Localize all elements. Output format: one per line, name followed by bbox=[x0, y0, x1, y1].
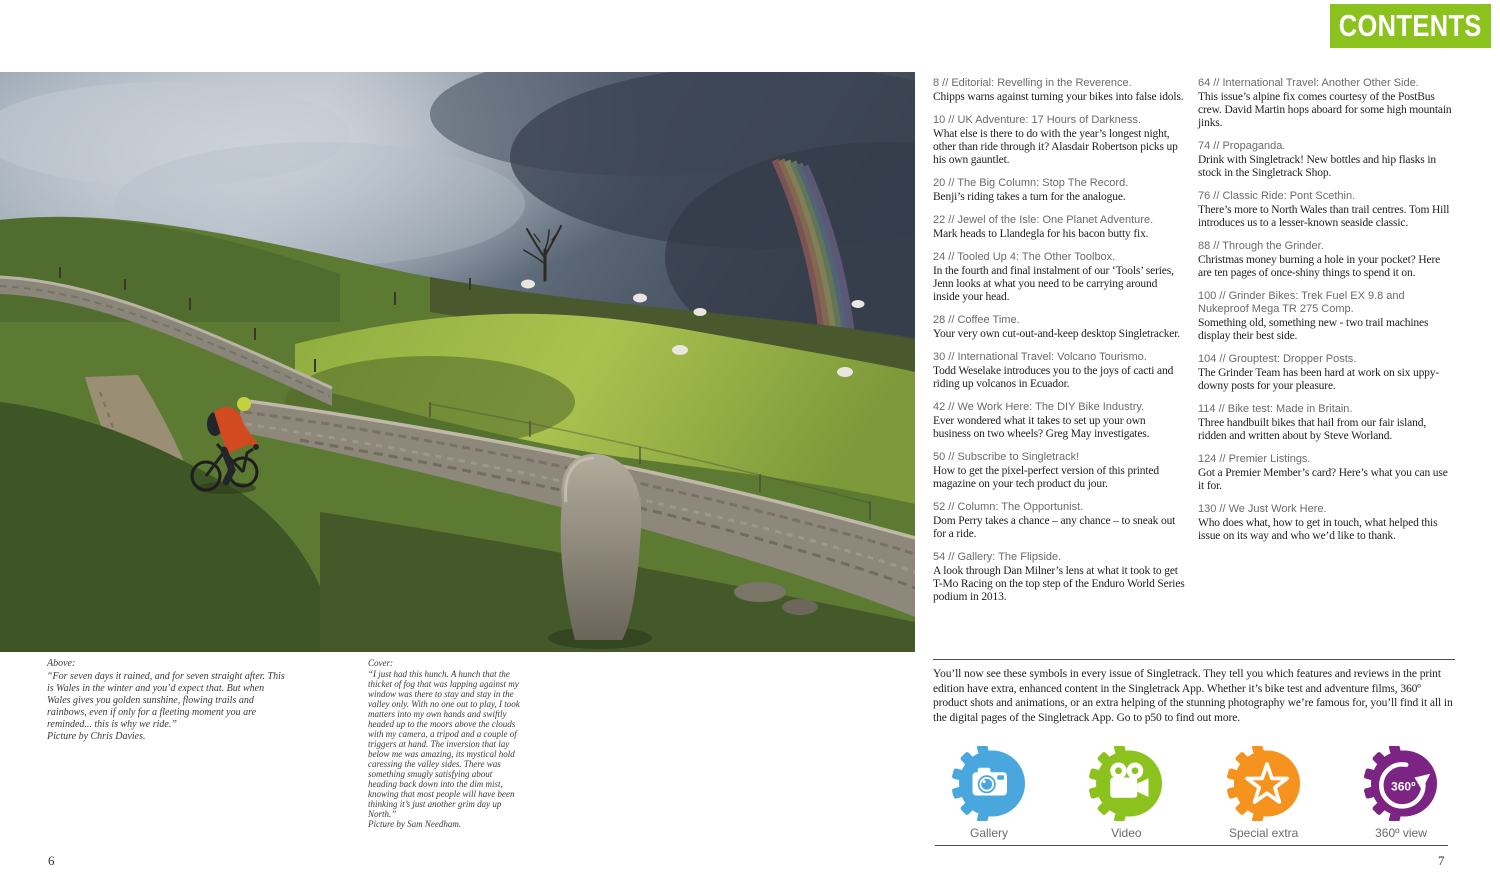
symbol-360-view bbox=[1345, 746, 1457, 840]
toc-entry-title: 100 // Grinder Bikes: Trek Fuel EX 9.8 and Nukeproof Mega TR 275 Comp. bbox=[1198, 290, 1405, 315]
caption-cover-text: “I just had this hunch. A hunch that the thicket of fog that was lapping against my window was there to stay and stay in the valley only. With no one out to play, I took matters into my own hands and swiftly headed up to the moors above the clouds with my camera, a tripod and a couple of triggers at hand. The inversion that lay below me was amazing, its mystical hold caressing the valley sides. There was something smugly satisfying about heading back down into the dim mist, knowing that most people will have been thinking it’s just another grim day up North.” bbox=[368, 669, 520, 819]
toc-entry-title: 50 // Subscribe to Singletrack! bbox=[933, 451, 1080, 463]
toc-entry-description: Drink with Singletrack! New bottles and hip flasks in stock in the Singletrack Shop. bbox=[1198, 154, 1436, 179]
symbol-label-360-view: 360º view bbox=[1375, 826, 1427, 840]
divider-bottom bbox=[935, 845, 1448, 846]
toc-entry-title: 22 // Jewel of the Isle: One Planet Adventure. bbox=[933, 214, 1154, 226]
toc-entry bbox=[1198, 140, 1456, 180]
symbol-label-video: Video bbox=[1111, 826, 1142, 840]
page-number-right: 7 bbox=[1438, 853, 1445, 868]
toc-entry-title: 54 // Gallery: The Flipside. bbox=[933, 551, 1062, 563]
standing-stone bbox=[561, 454, 642, 640]
video-icon bbox=[1087, 746, 1165, 821]
toc-entry bbox=[1198, 290, 1456, 343]
toc-entry bbox=[1198, 503, 1456, 543]
toc-entry-title: 20 // The Big Column: Stop The Record. bbox=[933, 177, 1129, 189]
toc-entry bbox=[1198, 353, 1456, 393]
caption-above bbox=[47, 658, 287, 743]
toc-entry-description: Todd Weselake introduces you to the joys of cacti and riding up volcanos in Ecuador. bbox=[933, 365, 1174, 390]
toc-entry bbox=[1198, 190, 1456, 230]
toc-entry-title: 104 // Grouptest: Dropper Posts. bbox=[1198, 353, 1357, 365]
caption-cover-credit: Picture by Sam Needham. bbox=[368, 819, 462, 829]
toc-entry-description: There’s more to North Wales than trail centres. Tom Hill introduces us to a lesser-known seaside classic. bbox=[1198, 204, 1450, 229]
caption-above-text: “For seven days it rained, and for seven straight after. This is Wales in the winter and you’d expect that. But when Wales gives you golden sunshine, flowing trails and rainbows, even if only for a fleeting moment you are reminded... this is why we ride.” bbox=[47, 671, 285, 730]
toc-entry-description: Benji’s riding takes a turn for the analogue. bbox=[933, 191, 1126, 203]
toc-right-column bbox=[1198, 77, 1456, 553]
caption-cover bbox=[368, 658, 520, 829]
divider-top bbox=[933, 659, 1455, 660]
symbol-label-gallery: Gallery bbox=[969, 826, 1008, 840]
toc-entry-title: 124 // Premier Listings. bbox=[1198, 453, 1311, 465]
toc-entry-title: 24 // Tooled Up 4: The Other Toolbox. bbox=[933, 251, 1116, 263]
toc-entry-title: 42 // We Work Here: The DIY Bike Industry. bbox=[933, 401, 1145, 413]
toc-entry-title: 52 // Column: The Opportunist. bbox=[933, 501, 1084, 513]
toc-entry-title: 30 // International Travel: Volcano Tourismo. bbox=[933, 351, 1147, 363]
toc-entry bbox=[933, 351, 1185, 391]
toc-entry-description: Chipps warns against turning your bikes into false idols. bbox=[933, 91, 1184, 103]
toc-entry bbox=[933, 314, 1185, 341]
caption-above-credit: Picture by Chris Davies. bbox=[47, 731, 146, 742]
page-number-left: 6 bbox=[48, 853, 55, 868]
toc-entry bbox=[933, 551, 1185, 604]
landscape-photo-illustration bbox=[0, 72, 915, 652]
toc-entry bbox=[933, 214, 1185, 241]
toc-entry bbox=[933, 401, 1185, 441]
toc-entry-title: 130 // We Just Work Here. bbox=[1198, 503, 1327, 515]
toc-entry bbox=[933, 251, 1185, 304]
toc-entry-description: Mark heads to Llandegla for his bacon butty fix. bbox=[933, 228, 1149, 240]
toc-entry-title: 28 // Coffee Time. bbox=[933, 314, 1020, 326]
toc-entry-description: How to get the pixel-perfect version of this printed magazine on your tech product du jour. bbox=[933, 465, 1159, 490]
toc-entry bbox=[1198, 453, 1456, 493]
contents-banner bbox=[1330, 4, 1491, 48]
symbol-special-extra bbox=[1208, 746, 1320, 840]
toc-entry bbox=[933, 451, 1185, 491]
caption-cover-label: Cover: bbox=[368, 658, 393, 668]
symbols-row bbox=[933, 746, 1457, 840]
toc-entry-description: Something old, something new - two trail machines display their best side. bbox=[1198, 317, 1429, 342]
toc-entry bbox=[1198, 403, 1456, 443]
360-view-icon bbox=[1362, 746, 1440, 821]
toc-entry-description: Who does what, how to get in touch, what helped this issue on its way and who we’d like to thank. bbox=[1198, 517, 1438, 542]
toc-entry-description: The Grinder Team has been hard at work on six uppy-downy posts for your pleasure. bbox=[1198, 367, 1440, 392]
toc-left-column bbox=[933, 77, 1185, 614]
app-note: You’ll now see these symbols in every issue of Singletrack. They tell you which features and reviews in the print edition have extra, enhanced content in the Singletrack App. Whether it’s bike test and adventure films, 360º product shots and animations, or an extra helping of the stunning photography we’re famous for, you’ll find it all in the digital pages of the Singletrack App. Go to p50 to find out more. bbox=[933, 668, 1453, 724]
star-icon bbox=[1225, 746, 1303, 821]
symbol-gallery bbox=[933, 746, 1045, 840]
toc-entry bbox=[933, 177, 1185, 204]
toc-entry-description: A look through Dan Milner’s lens at what it took to get T-Mo Racing on the top step of the Enduro World Series podium in 2013. bbox=[933, 565, 1185, 603]
toc-entry-title: 10 // UK Adventure: 17 Hours of Darkness. bbox=[933, 114, 1141, 126]
toc-entry bbox=[933, 114, 1185, 167]
gallery-icon bbox=[950, 746, 1028, 821]
toc-entry-description: Ever wondered what it takes to set up your own business on two wheels? Greg May investigates. bbox=[933, 415, 1150, 440]
toc-entry-description: Your very own cut-out-and-keep desktop Singletracker. bbox=[933, 328, 1181, 340]
toc-entry-title: 64 // International Travel: Another Other Side. bbox=[1198, 77, 1419, 89]
toc-entry-description: Dom Perry takes a chance – any chance – to sneak out for a ride. bbox=[933, 515, 1176, 540]
page-title: CONTENTS bbox=[1338, 8, 1483, 43]
toc-entry-description: This issue’s alpine fix comes courtesy of the PostBus crew. David Martin hops aboard for some high mountain jinks. bbox=[1198, 91, 1452, 129]
symbol-video bbox=[1070, 746, 1182, 840]
toc-entry bbox=[933, 77, 1185, 104]
toc-entry-title: 74 // Propaganda. bbox=[1198, 140, 1286, 152]
toc-entry bbox=[933, 501, 1185, 541]
toc-entry-title: 114 // Bike test: Made in Britain. bbox=[1198, 403, 1353, 415]
toc-entry-description: Three handbuilt bikes that hail from our fair island, ridden and written about by Steve Worland. bbox=[1198, 417, 1427, 442]
toc-entry-description: Christmas money burning a hole in your pocket? Here are ten pages of once-shiny things to spend it on. bbox=[1198, 254, 1441, 279]
toc-entry-title: 76 // Classic Ride: Pont Scethin. bbox=[1198, 190, 1356, 202]
cover-photo bbox=[0, 72, 915, 652]
toc-entry bbox=[1198, 77, 1456, 130]
toc-entry-description: In the fourth and final instalment of our ‘Tools’ series, Jenn looks at what you need to be carrying around inside your head. bbox=[933, 265, 1174, 303]
svg-text:360º: 360º bbox=[1391, 779, 1416, 794]
symbol-label-special-extra: Special extra bbox=[1228, 826, 1299, 840]
toc-entry-description: What else is there to do with the year’s longest night, other than ride through it? Alasdair Robertson picks up his own gauntlet. bbox=[933, 128, 1178, 166]
toc-entry-title: 88 // Through the Grinder. bbox=[1198, 240, 1324, 252]
toc-entry-description: Got a Premier Member’s card? Here’s what you can use it for. bbox=[1198, 467, 1448, 492]
caption-above-label: Above: bbox=[47, 658, 76, 669]
toc-entry-title: 8 // Editorial: Revelling in the Reverence. bbox=[933, 77, 1132, 89]
toc-entry bbox=[1198, 240, 1456, 280]
